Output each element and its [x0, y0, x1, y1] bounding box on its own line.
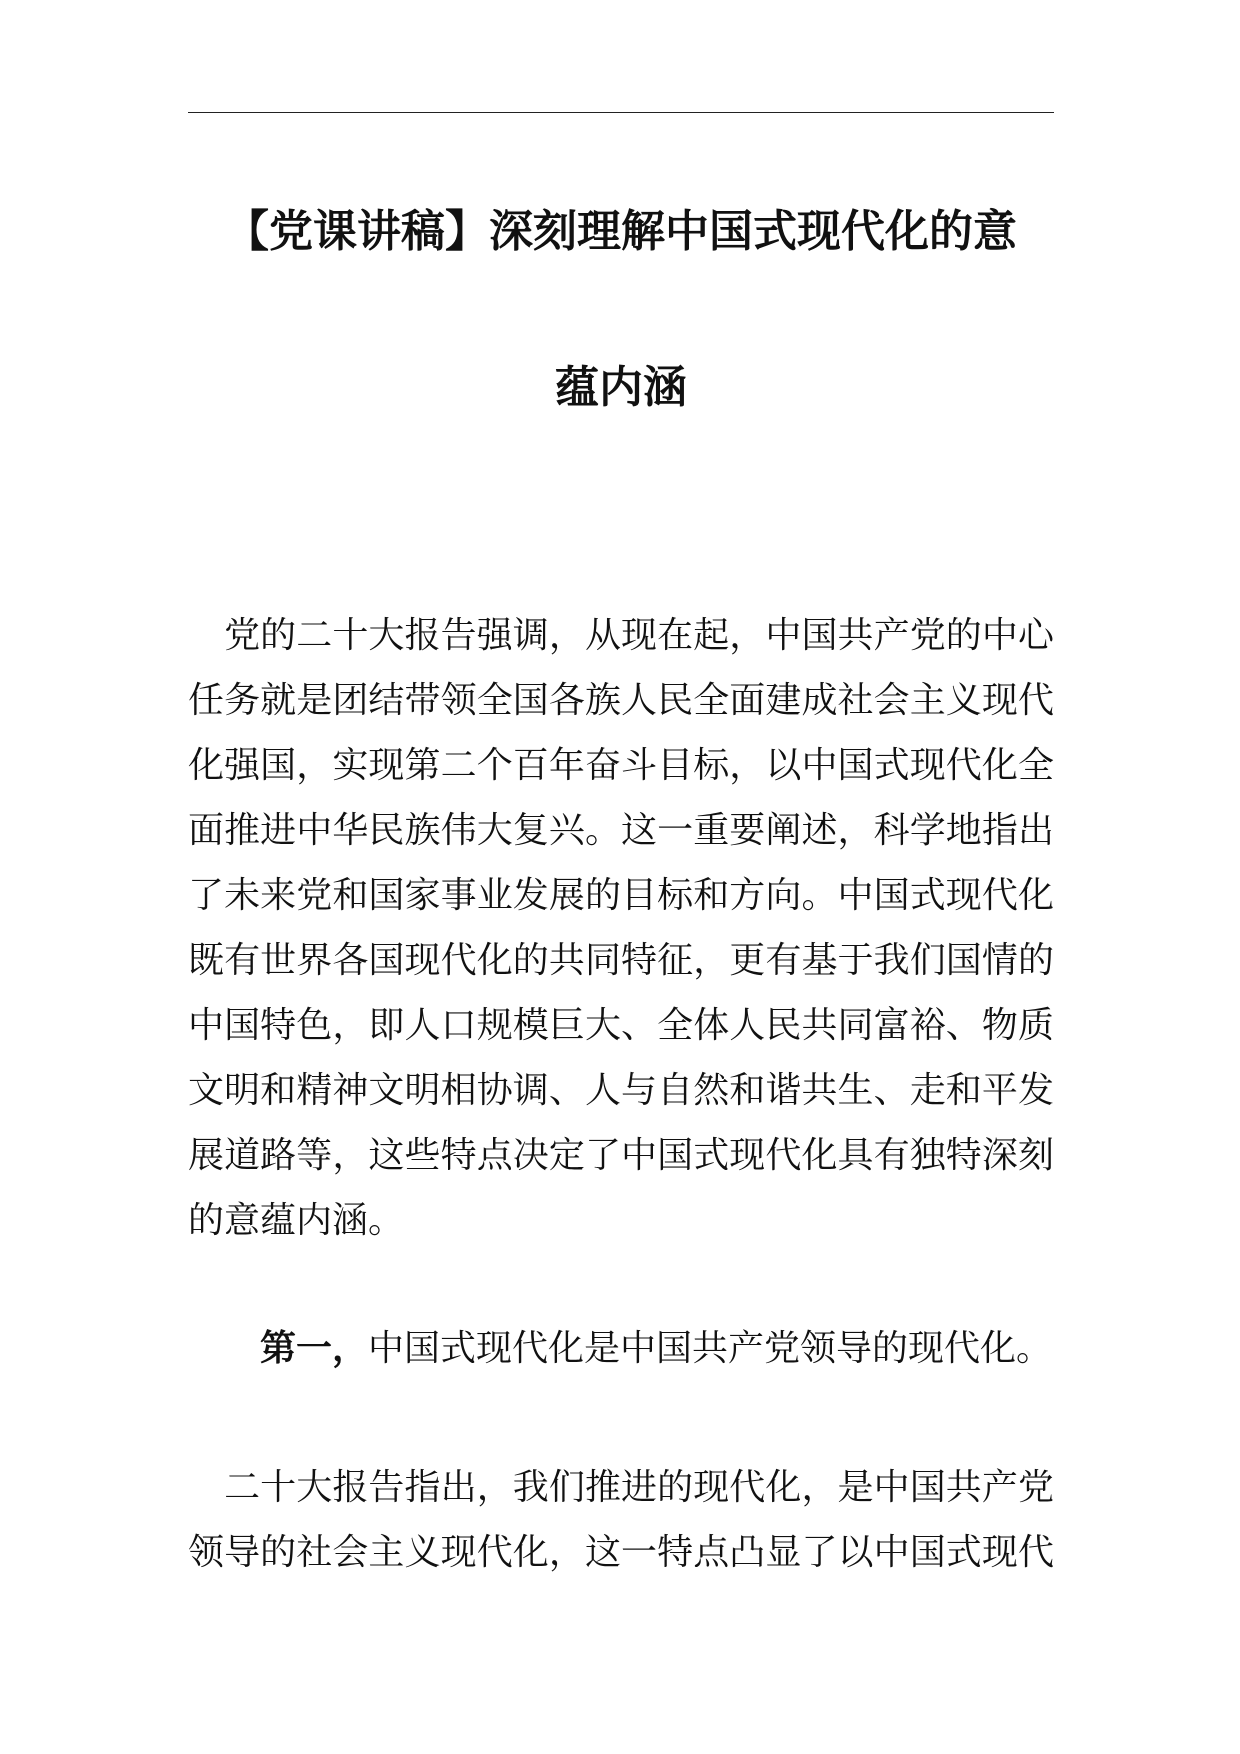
section-heading-lead: 第一，: [260, 1328, 369, 1369]
paragraph-section-1: [188, 1455, 1054, 1585]
document-title-line-2: 蕴内涵: [555, 362, 687, 413]
paragraph-line: 的意蕴内涵。: [188, 1200, 405, 1241]
paragraph-line: 二十大报告指出，我们推进的现代化，是中国共产党: [188, 1467, 1054, 1508]
paragraph-line: 领导的社会主义现代化，这一特点凸显了以中国式现代: [188, 1532, 1054, 1573]
paragraph-line: 任务就是团结带领全国各族人民全面建成社会主义现代: [188, 680, 1054, 721]
paragraph-line: 文明和精神文明相协调、人与自然和谐共生、走和平发: [188, 1070, 1054, 1111]
section-heading-1: [188, 1316, 1054, 1381]
document-title-line-1: 【党课讲稿】深刻理解中国式现代化的意: [225, 206, 1017, 257]
paragraph-line: 展道路等，这些特点决定了中国式现代化具有独特深刻: [188, 1135, 1054, 1176]
paragraph-line: 面推进中华民族伟大复兴。这一重要阐述，科学地指出: [188, 810, 1054, 851]
paragraph-line: 化强国，实现第二个百年奋斗目标，以中国式现代化全: [188, 745, 1054, 786]
paragraph-line: 了未来党和国家事业发展的目标和方向。中国式现代化: [188, 875, 1054, 916]
paragraph-intro: [188, 603, 1054, 1253]
paragraph-line: 中国特色，即人口规模巨大、全体人民共同富裕、物质: [188, 1005, 1054, 1046]
section-heading-text: 中国式现代化是中国共产党领导的现代化。: [368, 1328, 1053, 1369]
header-rule: [188, 112, 1054, 113]
paragraph-line: 党的二十大报告强调，从现在起，中国共产党的中心: [188, 615, 1054, 656]
paragraph-line: 既有世界各国现代化的共同特征，更有基于我们国情的: [188, 940, 1054, 981]
